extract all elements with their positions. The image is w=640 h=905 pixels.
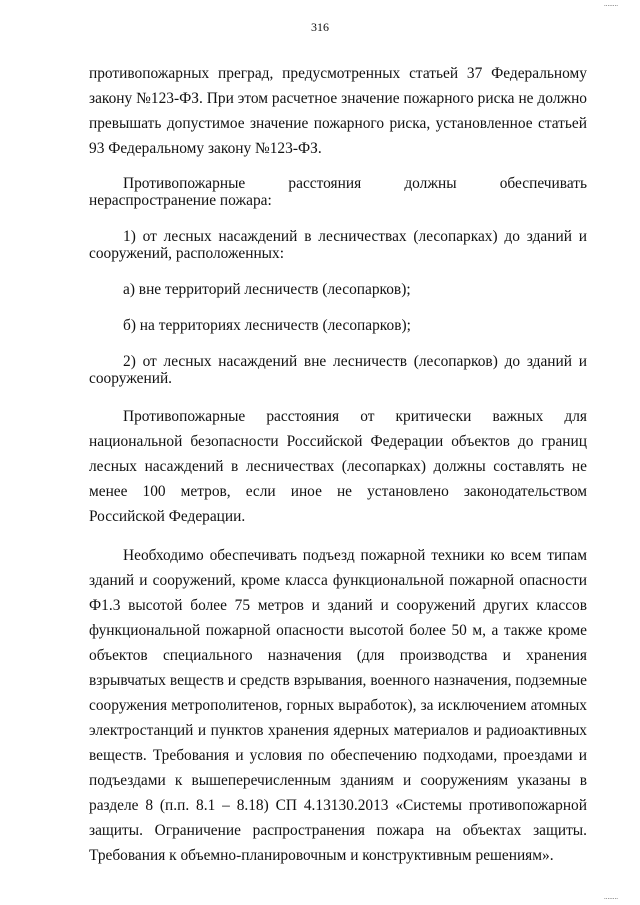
paragraph-fire-access: Необходимо обеспечивать подъезд пожарной техники ко всем типам зданий и сооружений, кроме класса функциональной пожарной опасности Ф1.3 высотой более 75 метров и зданий и сооружений других классов функциональной пожарной опасности высотой более 50 м, а также кроме объектов специального назначения (для производства и хранения взрывчатых веществ и средств взрывания, военного назначения, подземные сооружения метрополитенов, горных выработок), за исключением атомных электростанций и пунктов хранения ядерных материалов и радиоактивных веществ. Требования и условия по обеспечению подходами, проездами и подъездами к вышеперечисленным зданиям и сооружениям указаны в разделе 8 (п.п. 8.1 – 8.18) СП 4.13130.2013 «Системы противопожарной защиты. Ограничение распространения пожара на объектах защиты. Требования к объемно-планировочным и конструктивным решениям». xyxy=(89,547,587,864)
list-item-2: 2) от лесных насаждений вне лесничеств (лесопарков) до зданий и сооружений. xyxy=(89,353,587,387)
scan-mark-bottom: ........ xyxy=(604,893,618,901)
document-body xyxy=(89,61,587,868)
list-item-1b: б) на территориях лесничеств (лесопарков); xyxy=(123,317,411,334)
page-number: 316 xyxy=(311,20,329,34)
paragraph-fire-risk: противопожарных преград, предусмотренных статьей 37 Федеральному закону №123-ФЗ. При этом расчетное значение пожарного риска не должно превышать допустимое значение пожарного риска, установленное статьей 93 Федеральному закону №123-ФЗ. xyxy=(89,65,587,157)
paragraph-critical-objects: Противопожарные расстояния от критически важных для национальной безопасности Российской Федерации объектов до границ лесных насаждений в лесничествах (лесопарках) должны составлять не менее 100 метров, если иное не установлено законодательством Российской Федерации. xyxy=(89,408,587,525)
scan-mark-top: ........ xyxy=(604,0,618,8)
paragraph-fire-distances: Противопожарные расстояния должны обеспечивать нераспространение пожара: xyxy=(89,175,587,209)
list-item-1: 1) от лесных насаждений в лесничествах (лесопарках) до зданий и сооружений, расположенных: xyxy=(89,228,587,262)
list-item-1a: а) вне территорий лесничеств (лесопарков); xyxy=(123,281,411,298)
